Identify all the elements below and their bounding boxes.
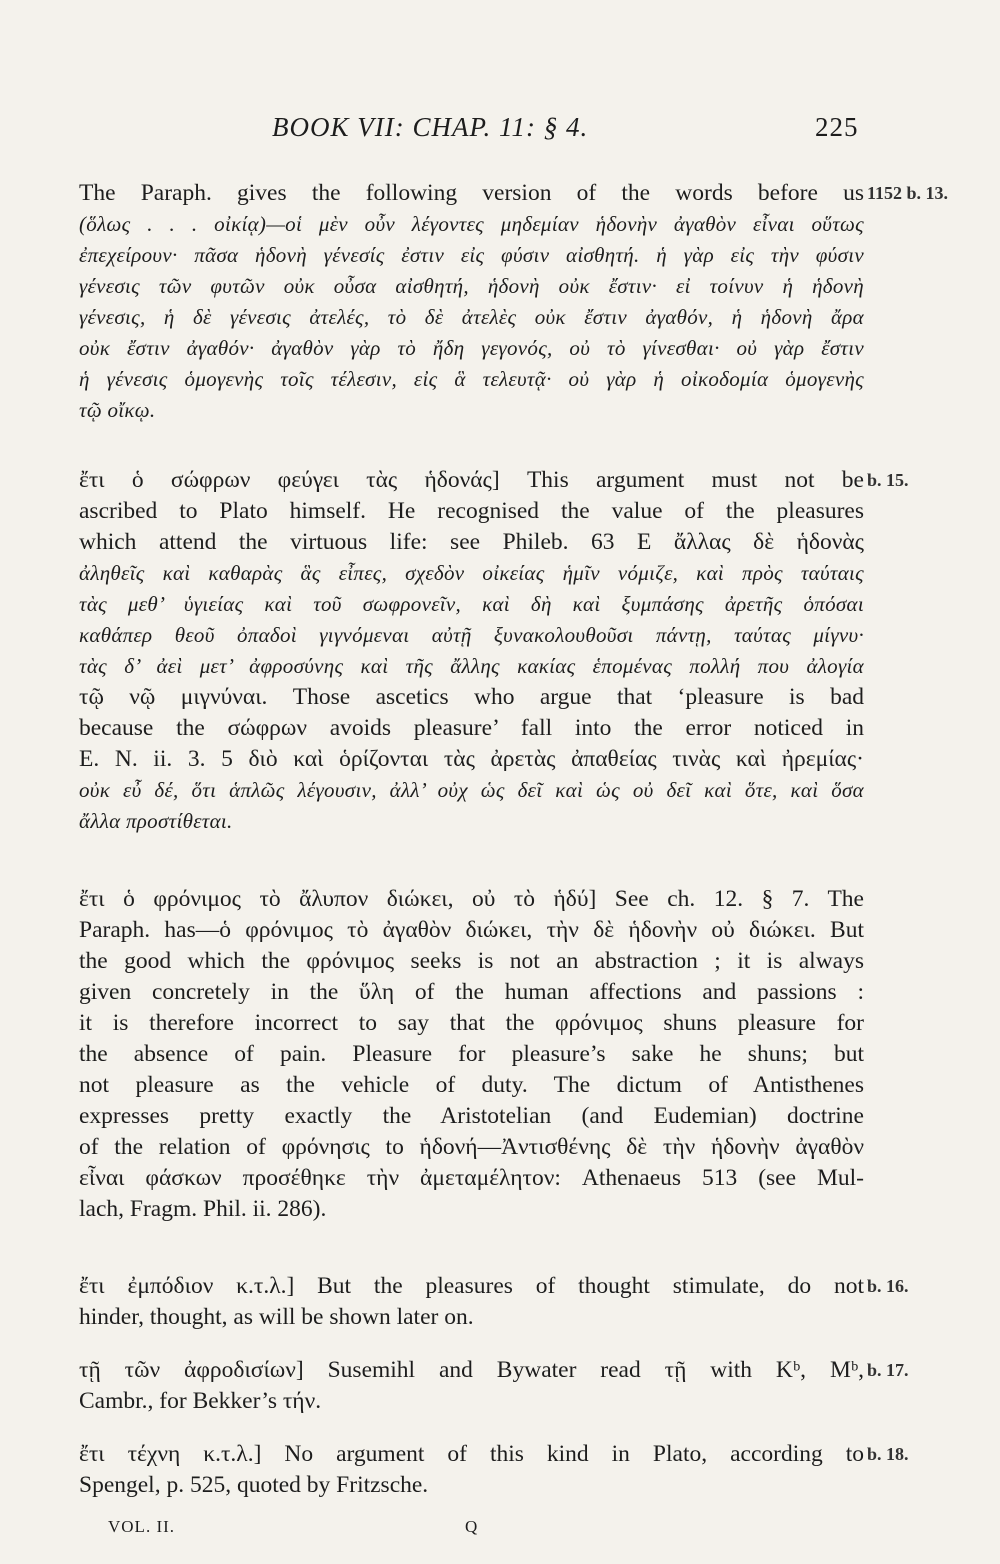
text-line: ascribed to Plato himself. He recognised the value of the pleasures	[79, 498, 864, 524]
text-line: hinder, thought, as will be shown later on.	[79, 1304, 474, 1330]
text-line: τῷ νῷ μιγνύναι. Those ascetics who argue that ‘pleasure is bad	[79, 684, 864, 710]
margin-reference: b. 17.	[867, 1360, 909, 1380]
text-line: καθάπερ θεοῦ ὀπαδοὶ γιγνόμεναι αὐτῇ ξυνακολουθοῦσι πάντῃ, ταύτας μίγνυ·	[79, 623, 864, 647]
text-line: it is therefore incorrect to say that the φρόνιμος shuns pleasure for	[79, 1010, 864, 1036]
paragraph-aphrodision	[79, 1355, 864, 1417]
text-line: τὰς δ’ ἀεὶ μετ’ ἀφροσύνης καὶ τῆς ἄλλης κακίας ἑπομένας πολλή που ἀλογία	[79, 654, 864, 678]
text-line: Cambr., for Bekker’s τήν.	[79, 1388, 322, 1414]
text-line: ἔτι ὁ σώφρων φεύγει τὰς ἡδονάς] This argument must not be	[79, 467, 864, 493]
text-line: γένεσις, ἡ δὲ γένεσις ἀτελές, τὸ δὲ ἀτελὲς οὐκ ἔστιν ἀγαθόν, ἡ ἡδονὴ ἄρα	[79, 305, 864, 329]
text-line: E. N. ii. 3. 5 διὸ καὶ ὁρίζονται τὰς ἀρετὰς ἀπαθείας τινὰς καὶ ἠρεμίας·	[79, 746, 864, 772]
paragraph-empodion	[79, 1271, 864, 1333]
text-line: εἶναι φάσκων προσέθηκε τὴν ἀμεταμέλητον: Athenaeus 513 (see Mul-	[79, 1165, 864, 1191]
text-line: ἄλλα προστίθεται.	[79, 809, 233, 833]
text-line: ἔτι ἐμπόδιον κ.τ.λ.] But the pleasures of thought stimulate, do not	[79, 1273, 864, 1299]
paragraph-techne	[79, 1439, 864, 1501]
text-line: the good which the φρόνιμος seeks is not an abstraction ; it is always	[79, 948, 864, 974]
text-line: οὐκ ἔστιν ἀγαθόν· ἀγαθὸν γὰρ τὸ ἤδη γεγονός, οὐ τὸ γίνεσθαι· οὐ γὰρ ἔστιν	[79, 336, 864, 360]
text-line: which attend the virtuous life: see Phileb. 63 E ἄλλας δὲ ἡδονὰς	[79, 529, 864, 555]
signature-mark: Q	[465, 1517, 479, 1536]
text-line: ἐπεχείρουν· πᾶσα ἡδονὴ γένεσίς ἐστιν εἰς φύσιν αἰσθητή. ἡ γὰρ εἰς τὴν φύσιν	[79, 243, 864, 267]
paragraph-paraphrase	[79, 178, 864, 426]
text-line: lach, Fragm. Phil. ii. 286).	[79, 1196, 327, 1222]
margin-reference: b. 16.	[867, 1276, 909, 1296]
text-line: because the σώφρων avoids pleasure’ fall into the error noticed in	[79, 715, 864, 741]
page-number: 225	[815, 112, 859, 142]
text-line: ἔτι τέχνη κ.τ.λ.] No argument of this kind in Plato, according to	[79, 1441, 864, 1467]
text-line: expresses pretty exactly the Aristotelian (and Eudemian) doctrine	[79, 1103, 864, 1129]
text-line: (ὅλως . . . οἰκίᾳ)—οἱ μὲν οὖν λέγοντες μηδεμίαν ἡδονὴν ἀγαθὸν εἶναι οὕτως	[79, 212, 864, 236]
running-header	[0, 112, 1000, 152]
text-line: Paraph. has—ὁ φρόνιμος τὸ ἀγαθὸν διώκει, τὴν δὲ ἡδονὴν οὐ διώκει. But	[79, 917, 864, 943]
paragraph-sophron	[79, 465, 864, 837]
text-line: γένεσις τῶν φυτῶν οὐκ οὖσα αἰσθητή, ἡδονὴ οὐκ ἔστιν· εἰ τοίνυν ἡ ἡδονὴ	[79, 274, 864, 298]
text-line: τὰς μεθ’ ὑγιείας καὶ τοῦ σωφρονεῖν, καὶ δὴ καὶ ξυμπάσης ἀρετῆς ὁπόσαι	[79, 592, 864, 616]
margin-reference: 1152 b. 13.	[867, 183, 949, 203]
text-line: τῇ τῶν ἀφροδισίων] Susemihl and Bywater read τῇ with Kᵇ, Mᵇ,	[79, 1357, 864, 1383]
margin-reference: b. 15.	[867, 470, 909, 490]
text-line: τῷ οἴκῳ.	[79, 398, 156, 422]
text-line: ἀληθεῖς καὶ καθαρὰς ἃς εἶπες, σχεδὸν οἰκείας ἡμῖν νόμιζε, καὶ πρὸς ταύταις	[79, 561, 864, 585]
text-line: given concretely in the ὕλη of the human affections and passions :	[79, 979, 864, 1005]
text-line: οὐκ εὖ δέ, ὅτι ἁπλῶς λέγουσιν, ἀλλ’ οὐχ ὡς δεῖ καὶ ὡς οὐ δεῖ καὶ ὅτε, καὶ ὅσα	[79, 778, 864, 802]
text-line: ἔτι ὁ φρόνιμος τὸ ἄλυπον διώκει, οὐ τὸ ἡδύ] See ch. 12. § 7. The	[79, 886, 864, 912]
text-line: Spengel, p. 525, quoted by Fritzsche.	[79, 1472, 429, 1498]
volume-label: VOL. II.	[108, 1517, 176, 1536]
text-line: ἡ γένεσις ὁμογενὴς τοῖς τέλεσιν, εἰς ἃ τελευτᾷ· οὐ γὰρ ἡ οἰκοδομία ὁμογενὴς	[79, 367, 864, 391]
text-line: the absence of pain. Pleasure for pleasure’s sake he shuns; but	[79, 1041, 864, 1067]
text-line: The Paraph. gives the following version of the words before us	[79, 180, 864, 206]
text-line: of the relation of φρόνησις to ἡδονή—Ἀντισθένης δὲ τὴν ἡδονὴν ἀγαθὸν	[79, 1134, 864, 1160]
margin-reference: b. 18.	[867, 1444, 909, 1464]
running-title: BOOK VII: CHAP. 11: § 4.	[272, 112, 589, 142]
text-line: not pleasure as the vehicle of duty. The dictum of Antisthenes	[79, 1072, 864, 1098]
paragraph-phronimos	[79, 884, 864, 1225]
